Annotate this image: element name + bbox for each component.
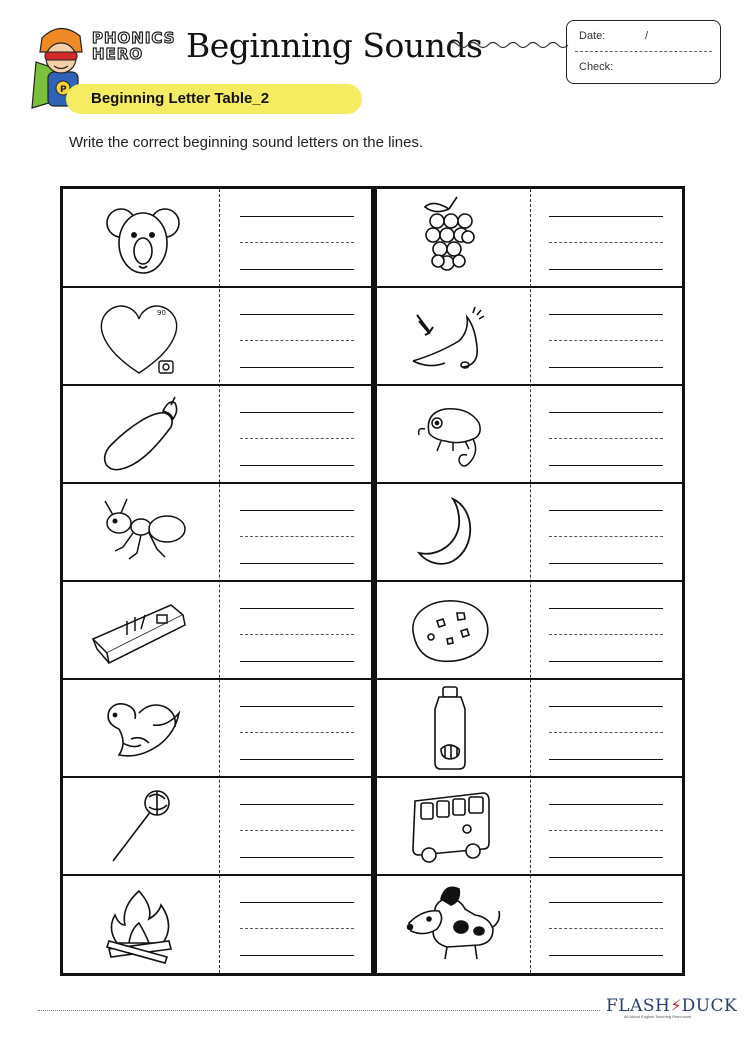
koala-icon <box>79 193 199 283</box>
heart-icon <box>79 291 199 381</box>
writing-lines[interactable] <box>240 706 354 766</box>
worksheet-table <box>60 186 685 976</box>
row-separator <box>63 776 682 778</box>
jar-icon <box>389 683 509 773</box>
footer-dotted-line <box>38 1010 600 1011</box>
brand-line-1: PHONICS <box>92 29 176 47</box>
row-separator <box>63 580 682 582</box>
writing-lines[interactable] <box>549 412 663 472</box>
check-label: Check: <box>579 61 614 73</box>
logo-tagline: All About English Teaching Resources <box>624 1014 692 1019</box>
lollipop-icon <box>79 781 199 871</box>
date-label: Date: <box>579 30 606 42</box>
writing-lines[interactable] <box>240 412 354 472</box>
worksheet-subtitle: Beginning Letter Table_2 <box>91 90 270 107</box>
writing-lines[interactable] <box>240 608 354 668</box>
logo-text-right: DUCK <box>681 996 738 1016</box>
writing-lines[interactable] <box>549 608 663 668</box>
instruction-text: Write the correct beginning sound letters on the lines. <box>69 134 424 151</box>
eggplant-icon <box>79 389 199 479</box>
writing-lines[interactable] <box>240 902 354 962</box>
row-separator <box>63 482 682 484</box>
page-title: Beginning Sounds <box>186 26 483 65</box>
bus-icon <box>389 781 509 871</box>
ant-icon <box>79 487 199 577</box>
writing-lines[interactable] <box>549 804 663 864</box>
grapes-icon <box>389 193 509 283</box>
writing-lines[interactable] <box>240 804 354 864</box>
writing-lines[interactable] <box>549 706 663 766</box>
flash-duck-logo <box>606 996 738 1022</box>
cookie-icon <box>389 585 509 675</box>
brand-line-2: HERO <box>92 45 144 63</box>
info-divider <box>575 51 712 52</box>
row-separator <box>63 286 682 288</box>
lightning-icon: ⚡ <box>670 996 682 1015</box>
writing-lines[interactable] <box>240 314 354 374</box>
row-separator <box>63 874 682 876</box>
eraser-icon <box>79 585 199 675</box>
svg-text:90: 90 <box>157 309 166 317</box>
writing-lines[interactable] <box>549 510 663 570</box>
chameleon-icon <box>389 389 509 479</box>
writing-lines[interactable] <box>549 902 663 962</box>
logo-text-left: FLASH <box>606 996 671 1016</box>
fire-icon <box>79 879 199 969</box>
dog-icon <box>389 879 509 969</box>
svg-text:P: P <box>60 85 67 95</box>
phonics-hero-brand <box>92 30 178 70</box>
moon-icon <box>389 487 509 577</box>
date-separator: / <box>645 30 649 42</box>
writing-lines[interactable] <box>240 216 354 276</box>
squirrel-icon <box>79 683 199 773</box>
row-separator <box>63 384 682 386</box>
row-separator <box>63 678 682 680</box>
date-check-box <box>566 20 721 84</box>
writing-lines[interactable] <box>240 510 354 570</box>
leg-icon <box>389 291 509 381</box>
writing-lines[interactable] <box>549 314 663 374</box>
writing-lines[interactable] <box>549 216 663 276</box>
squiggle-decoration-icon <box>448 38 570 52</box>
